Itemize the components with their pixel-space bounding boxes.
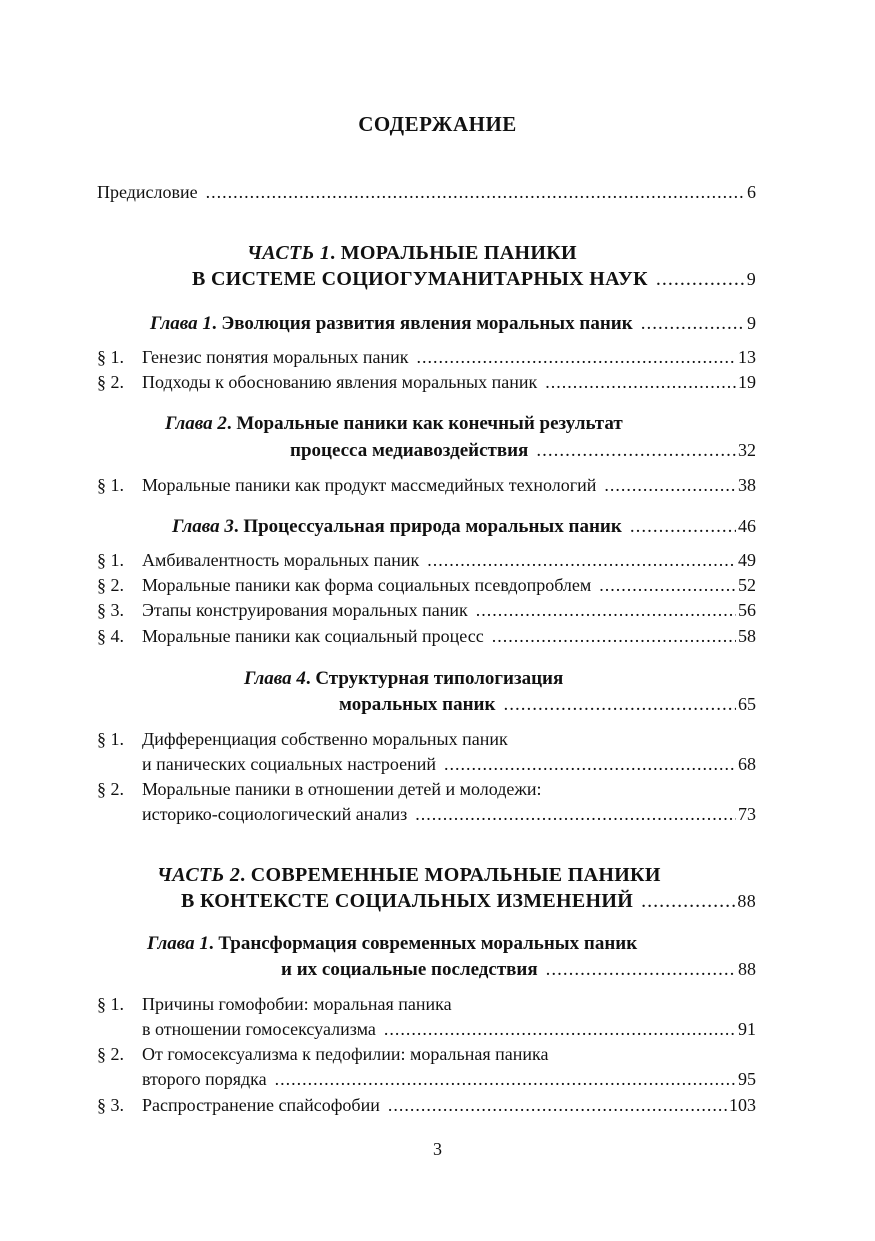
dot-leader: [275, 1068, 736, 1090]
part1-title-line1: . МОРАЛЬНЫЕ ПАНИКИ: [330, 242, 577, 264]
chapter-title: [150, 313, 633, 335]
toc-entry-preface: [97, 181, 756, 203]
chapter-heading-line2: [290, 439, 756, 462]
section-title-line2: в отношении гомосексуализма: [142, 1019, 376, 1039]
entry-page: 13: [738, 347, 756, 367]
section-number: § 2.: [97, 372, 124, 392]
section-title-line1: Моральные паники в отношении детей и молодежи:: [142, 779, 542, 799]
section-title: Этапы конструирования моральных паник: [142, 600, 468, 620]
section-title-line2: и панических социальных настроений: [142, 754, 437, 774]
chapter-title-line2: и их социальные последствия: [281, 959, 538, 980]
part2-heading-line2: [181, 890, 756, 912]
part1-heading-line2: [192, 268, 756, 290]
chapter-prefix: Глава 2: [165, 413, 227, 434]
chapter-prefix: Глава 4: [244, 668, 306, 689]
chapter-heading-line1: [147, 933, 637, 955]
section-title: Моральные паники как социальный процесс: [142, 626, 484, 646]
toc-entry-section: [142, 346, 756, 368]
section-title: Моральные паники как продукт массмедийных технологий: [142, 475, 597, 495]
part1-title-line2: В СИСТЕМЕ СОЦИОГУМАНИТАРНЫХ НАУК: [192, 268, 648, 290]
dot-leader: [492, 625, 736, 647]
entry-page: 46: [738, 516, 756, 536]
toc-entry-section: [142, 599, 756, 621]
chapter-prefix: Глава 3: [172, 516, 234, 537]
toc-entry-section: [142, 625, 756, 647]
section-title: Подходы к обоснованию явления моральных паник: [142, 372, 538, 392]
entry-page: 88: [738, 959, 756, 979]
entry-page: 91: [738, 1019, 756, 1039]
entry-page: 6: [747, 182, 756, 202]
section-number: § 2.: [97, 575, 124, 595]
toc-entry-section: [142, 1068, 756, 1090]
chapter-heading-line1: [244, 668, 563, 690]
chapter-title: [172, 516, 622, 538]
toc-entry-chapter: [150, 312, 756, 335]
section-title-line1: От гомосексуализма к педофилии: моральная паника: [142, 1044, 549, 1064]
chapter-title-text: . Трансформация современных моральных паник: [208, 933, 638, 954]
section-number: § 2.: [97, 1044, 124, 1064]
section-number: § 1.: [97, 475, 124, 495]
chapter-title-line2: моральных паник: [339, 694, 496, 715]
toc-entry-section: [142, 474, 756, 496]
entry-page: 9: [746, 269, 756, 289]
page-number: 3: [433, 1139, 442, 1159]
dot-leader: [604, 474, 736, 496]
chapter-heading-line2: [281, 958, 756, 981]
section-number: § 1.: [97, 347, 124, 367]
section-number: § 1.: [97, 729, 124, 749]
toc-entry-section: [142, 574, 756, 596]
toc-entry-section: [142, 1018, 756, 1040]
entry-page: 49: [738, 550, 756, 570]
toc-entry-section: [142, 371, 756, 393]
dot-leader: [641, 313, 745, 335]
toc-entry-section: [142, 753, 756, 775]
dot-leader: [384, 1018, 736, 1040]
dot-leader: [656, 268, 745, 290]
chapter-title-text: . Процессуальная природа моральных паник: [233, 516, 622, 537]
section-title: Распространение спайсофобии: [142, 1095, 380, 1115]
section-title-line2: историко-социологический анализ: [142, 804, 408, 824]
dot-leader: [427, 549, 736, 571]
dot-leader: [536, 440, 736, 462]
dot-leader: [546, 959, 736, 981]
section-number: § 3.: [97, 600, 124, 620]
chapter-prefix: Глава 1: [147, 933, 209, 954]
section-number: § 1.: [97, 994, 124, 1014]
entry-label: Предисловие: [97, 182, 198, 202]
part2-title-line2: В КОНТЕКСТЕ СОЦИАЛЬНЫХ ИЗМЕНЕНИЙ: [181, 890, 634, 912]
part1-prefix: ЧАСТЬ 1: [247, 242, 331, 264]
part2-title-line1: . СОВРЕМЕННЫЕ МОРАЛЬНЫЕ ПАНИКИ: [240, 864, 661, 886]
chapter-prefix: Глава 1: [150, 313, 212, 334]
entry-page: 52: [738, 575, 756, 595]
section-title-line1: Дифференциация собственно моральных паник: [142, 729, 508, 749]
entry-page: 56: [738, 600, 756, 620]
entry-page: 38: [738, 475, 756, 495]
dot-leader: [630, 516, 736, 538]
dot-leader: [388, 1094, 727, 1116]
entry-page: 88: [737, 891, 756, 911]
part2-heading-line1: [157, 864, 661, 886]
section-title-line2: второго порядка: [142, 1069, 267, 1089]
toc-entry-section: [142, 1094, 756, 1116]
section-number: § 1.: [97, 550, 124, 570]
entry-page: 32: [738, 440, 756, 460]
section-number: § 3.: [97, 1095, 124, 1115]
chapter-title-text: . Моральные паники как конечный результат: [226, 413, 623, 434]
entry-page: 9: [747, 313, 756, 333]
entry-page: 103: [729, 1095, 756, 1115]
toc-entry-section: [142, 549, 756, 571]
dot-leader: [206, 181, 745, 203]
part2-prefix: ЧАСТЬ 2: [157, 864, 241, 886]
section-number: § 2.: [97, 779, 124, 799]
dot-leader: [503, 694, 736, 716]
dot-leader: [415, 803, 736, 825]
page-title: СОДЕРЖАНИЕ: [358, 112, 517, 136]
chapter-title-line2: процесса медиавоздействия: [290, 440, 529, 461]
entry-page: 65: [738, 694, 756, 714]
entry-page: 58: [738, 626, 756, 646]
section-title: Генезис понятия моральных паник: [142, 347, 409, 367]
entry-page: 95: [738, 1069, 756, 1089]
dot-leader: [545, 371, 736, 393]
section-title-line1: Причины гомофобии: моральная паника: [142, 994, 452, 1014]
part1-heading-line1: [247, 242, 577, 264]
dot-leader: [444, 753, 736, 775]
chapter-title-text: . Эволюция развития явления моральных паник: [211, 313, 633, 334]
entry-page: 73: [738, 804, 756, 824]
toc-entry-section: [142, 803, 756, 825]
dot-leader: [476, 599, 736, 621]
chapter-title-text: . Структурная типологизация: [305, 668, 564, 689]
chapter-heading-line1: [165, 413, 623, 435]
toc-entry-chapter: [172, 515, 756, 538]
dot-leader: [641, 890, 735, 912]
chapter-heading-line2: [339, 693, 756, 716]
dot-leader: [417, 346, 736, 368]
section-title: Амбивалентность моральных паник: [142, 550, 420, 570]
entry-page: 19: [738, 372, 756, 392]
entry-page: 68: [738, 754, 756, 774]
dot-leader: [599, 574, 736, 596]
section-title: Моральные паники как форма социальных псевдопроблем: [142, 575, 592, 595]
section-number: § 4.: [97, 626, 124, 646]
